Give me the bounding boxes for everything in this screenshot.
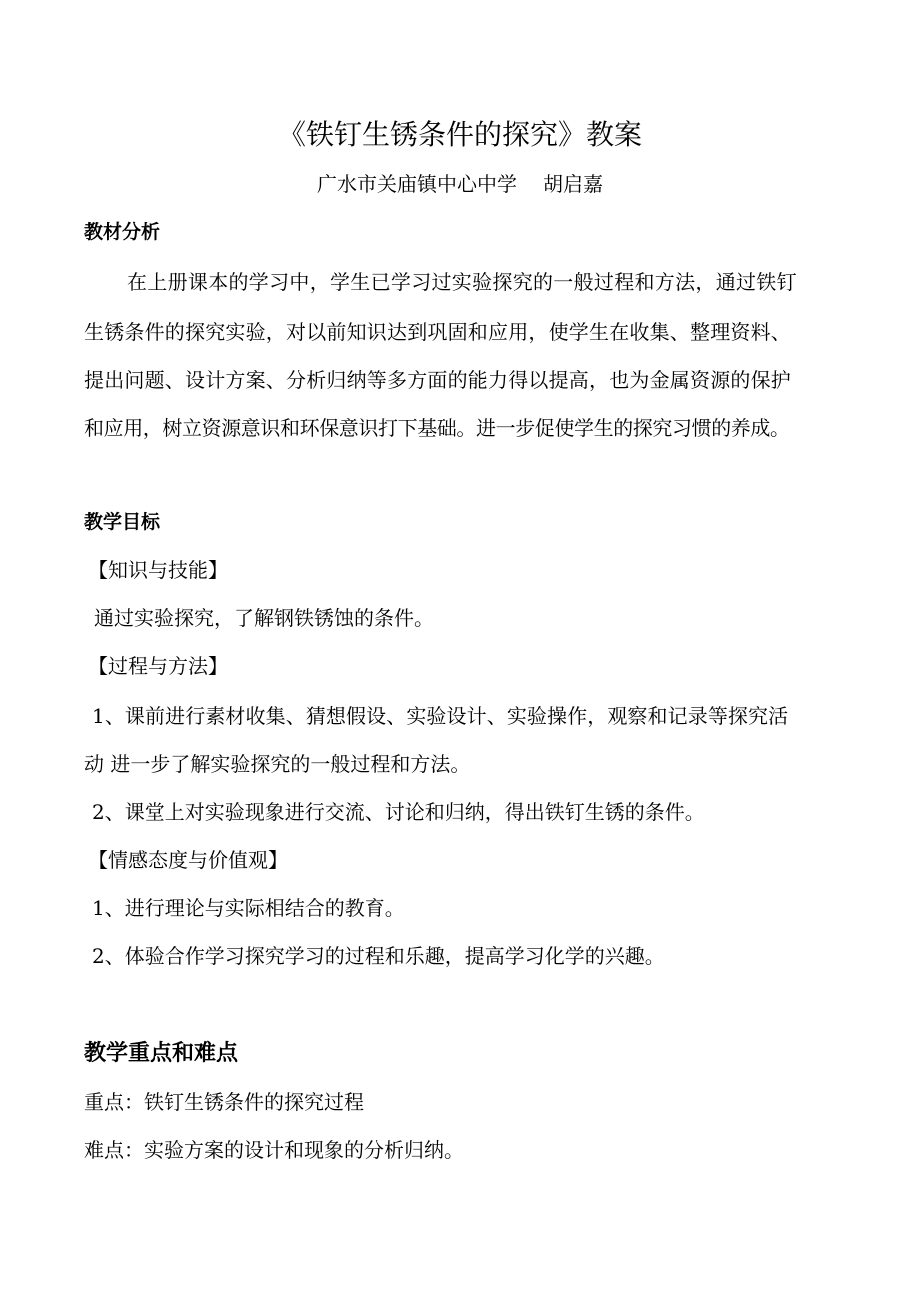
emotion-values-item-1: 1、进行理论与实际相结合的教育。 [92, 896, 405, 920]
author-name: 胡启嘉 [543, 172, 603, 196]
material-analysis-line-2: 生锈条件的探究实验，对以前知识达到巩固和应用，使学生在收集、整理资料、 [84, 320, 791, 344]
process-methods-item-1: 1、课前进行素材收集、猜想假设、实验设计、实验操作，观察和记录等探究活 [92, 704, 789, 728]
author-school: 广水市关庙镇中心中学 [317, 172, 517, 196]
emotion-values-label: 【情感态度与价值观】 [88, 848, 288, 872]
emotion-values-item-2: 2、体验合作学习探究学习的过程和乐趣，提高学习化学的兴趣。 [92, 944, 665, 968]
knowledge-skills-item-1: 通过实验探究，了解钢铁锈蚀的条件。 [94, 606, 434, 630]
process-methods-item-1-cont: 动 进一步了解实验探究的一般过程和方法。 [84, 752, 471, 776]
document-title: 《铁钉生锈条件的探究》教案 [277, 118, 642, 151]
difficult-point: 难点：实验方案的设计和现象的分析归纳。 [84, 1138, 464, 1162]
knowledge-skills-label: 【知识与技能】 [88, 558, 228, 582]
section-heading-teaching-goals: 教学目标 [84, 511, 161, 533]
author-line [0, 172, 920, 196]
material-analysis-line-1: 在上册课本的学习中，学生已学习过实验探究的一般过程和方法，通过铁钉 [127, 270, 797, 294]
section-heading-material-analysis: 教材分析 [84, 221, 161, 243]
process-methods-item-2: 2、课堂上对实验现象进行交流、讨论和归纳，得出铁钉生锈的条件。 [92, 800, 705, 824]
material-analysis-line-3: 提出问题、设计方案、分析归纳等多方面的能力得以提高，也为金属资源的保护 [84, 368, 791, 392]
section-heading-key-difficult: 教学重点和难点 [84, 1041, 239, 1066]
key-point: 重点：铁钉生锈条件的探究过程 [84, 1090, 364, 1114]
material-analysis-line-4: 和应用，树立资源意识和环保意识打下基础。进一步促使学生的探究习惯的养成。 [84, 416, 790, 440]
process-methods-label: 【过程与方法】 [88, 654, 228, 678]
